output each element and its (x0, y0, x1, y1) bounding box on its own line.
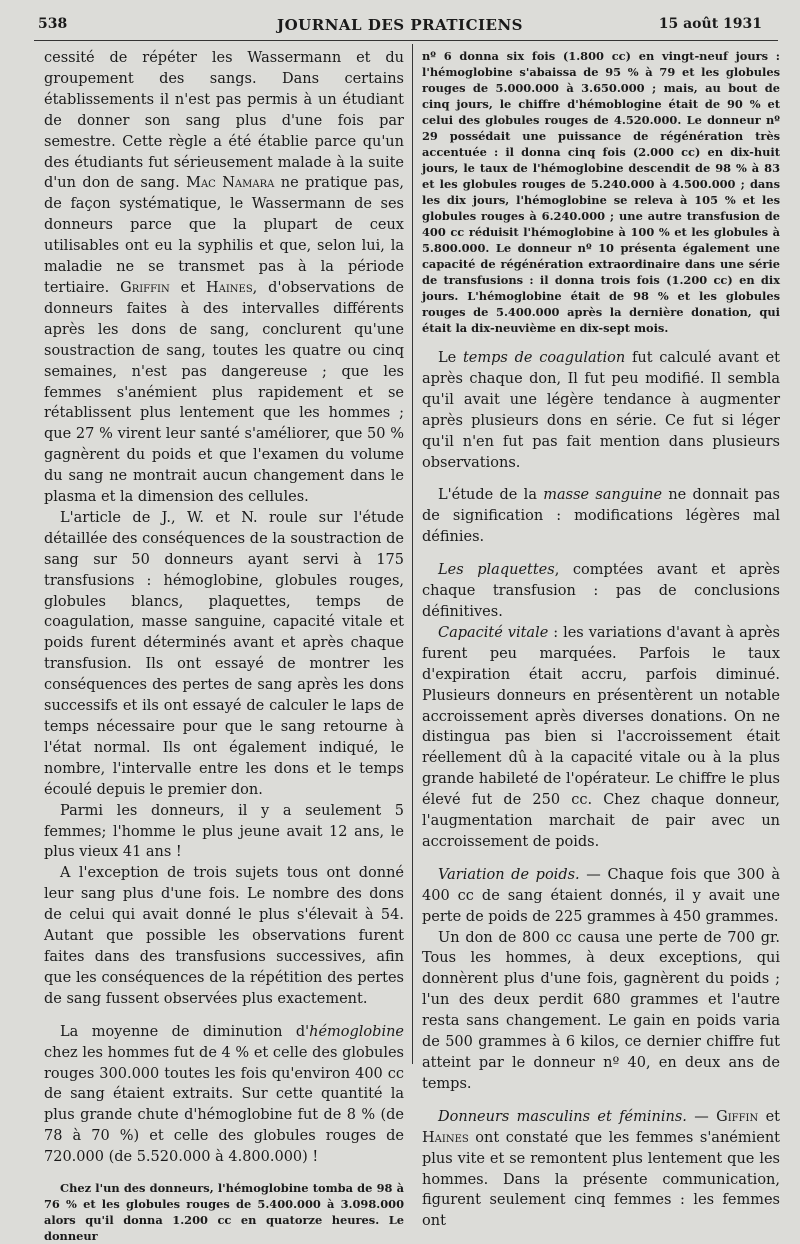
small-print-paragraph: nº 6 donna six fois (1.800 cc) en vingt-neuf jours : l'hémoglobine s'abaissa de 95 % à 79 et les globules rouges de 5.000.000 à 3.650.000 ; mais, au bout de cinq jours, le chiffre d'hémoblogine était de 90 % et celui des globules rouges de 4.520.000. Le donneur nº 29 possédait une puissance de régénération très accentuée : il donna cinq fois (2.000 cc) en dix-huit jours, le taux de l'hémoglobine descendit de 98 % à 83 et les globules rouges de 5.240.000 à 4.500.000 ; dans les dix jours, l'hémoglobine se releva à 105 % et les globules rouges à 6.240.000 ; une autre transfusion de 400 cc réduisit l'hémoglobine à 100 % et les globules à 5.800.000. Le donneur nº 10 présenta également une capacité de régénération extraordinaire dans une série de transfusions : il donna trois fois (1.200 cc) en dix jours. L'hémoglobine était de 98 % et les globules rouges de 5.400.000 après la dernière donation, qui était la dix-neuvième en dix-sept mois. (422, 49, 780, 335)
paragraph: Capacité vitale : les variations d'avant à après furent peu marquées. Parfois le taux d'expiration était accru, parfois diminué. Plusieurs donneurs en présentèrent un notable accroissement après diverses donations. On ne distingua pas bien si l'accroissement était réellement dû à la capacité vitale ou à la plus grande habileté de l'opérateur. Le chiffre le plus élevé fut de 250 cc. Chez chaque donneur, l'augmentation marchait de pair avec un accroissement de poids. (422, 624, 780, 850)
author-name: Mac Namara (186, 175, 275, 192)
author-name: Griffin (120, 279, 170, 296)
emphasis: Variation de poids. (438, 866, 580, 883)
emphasis: masse sanguine (543, 487, 663, 504)
emphasis: Donneurs masculins et féminins. (438, 1108, 687, 1125)
emphasis: temps de coagulation (462, 350, 626, 366)
author-name: Haines (205, 279, 253, 296)
author-name: Giffin (716, 1108, 759, 1125)
emphasis: Les plaquettes (438, 562, 555, 579)
author-name: Haines (422, 1129, 469, 1146)
page-number: 538 (38, 16, 68, 32)
paragraph: Donneurs masculins et féminins. — Giffin et Haines ont constaté que les femmes s'anémient plus vite et se remontent plus lentement que les hommes. Dans la présente communication, figurent seulement cinq femmes : les femmes ont (422, 1108, 781, 1230)
column-divider (412, 44, 413, 1064)
paragraph: L'étude de la masse sanguine ne donnait pas de signification : modifications légères mal définies. (422, 487, 781, 546)
journal-title: JOURNAL DES PRATICIENS (277, 16, 523, 34)
paragraph: Variation de poids. — Chaque fois que 300 à 400 cc de sang étaient donnés, il y avait une perte de poids de 225 grammes à 450 grammes. (422, 866, 780, 925)
header-rule (34, 40, 778, 41)
paragraph: cessité de répéter les Wassermann et du groupement des sangs. Dans certains établissements il n'est pas permis à un étudiant de donner son sang plus d'une fois par semestre. Cette règle a été établie parce qu'un des étudiants fut sérieusement malade à la suite d'un don de sang. Mac Namara ne pratique pas, de façon systématique, le Wassermann de ses donneurs parce que la plupart de ceux utilisables ont eu la syphilis et que, selon lui, la maladie ne se transmet pas à la période tertiaire. Griffin et Haines, d'observations de donneurs faites à des intervalles différents après les dons de sang, conclurent qu'une soustraction de sang, toutes les quatre ou cinq semaines, n'est pas dangereuse ; que les femmes s'anémient plus rapidement et se rétablissent plus lentement que les hommes ; que 27 % virent leur santé s'améliorer, que 50 % gagnèrent du poids et que l'examen du volume du sang ne montrait aucun changement dans le plasma et la dimension des cellules. (44, 50, 404, 506)
paragraph: L'article de J., W. et N. roule sur l'étude détaillée des conséquences de la soustraction de sang sur 50 donneurs ayant servi à 175 transfusions : hémoglobine, globules rouges, globules blancs, plaquettes, temps de coagulation, masse sanguine, capacité vitale et poids furent déterminés avant et après chaque transfusion. Ils ont essayé de montrer les conséquences des pertes de sang après les dons successifs et ils ont essayé de calculer le laps de temps nécessaire pour que le sang retourne à l'état normal. Ils ont également indiqué, le nombre, l'intervalle entre les dons et le temps écoulé depuis le premier don. (44, 509, 404, 798)
running-header (0, 0, 800, 42)
right-column (422, 48, 781, 1230)
paragraph: Les plaquettes, comptées avant et après chaque transfusion : pas de conclusions définitives. (422, 562, 780, 620)
paragraph: Un don de 800 cc causa une perte de 700 gr. Tous les hommes, à deux exceptions, qui donnèrent plus d'une fois, gagnèrent du poids ; l'un des deux perdit 680 grammes et l'autre resta sans changement. Le gain en poids varia de 500 grammes à 6 kilos, ce dernier chiffre fut atteint par le donneur nº 40, en deux ans de temps. (422, 929, 780, 1092)
issue-date: 15 août 1931 (658, 16, 762, 32)
small-print-paragraph: Chez l'un des donneurs, l'hémoglobine tomba de 98 à 76 % et les globules rouges de 5.400.000 à 3.098.000 alors qu'il donna 1.200 cc en quatorze heures. Le donneur (44, 1181, 404, 1244)
emphasis: hémoglobine (309, 1023, 404, 1040)
paragraph: Le temps de coagulation fut calculé avant et après chaque don, Il fut peu modifié. Il sembla qu'il avait une légère tendance à augmenter après plusieurs dons en série. Ce fut si léger qu'il n'en fut pas fait mention dans plusieurs observations. (422, 350, 780, 471)
paragraph: Parmi les donneurs, il y a seulement 5 femmes; l'homme le plus jeune avait 12 ans, le plus vieux 41 ans ! (44, 802, 404, 861)
paragraph: A l'exception de trois sujets tous ont donné leur sang plus d'une fois. Le nombre des dons de celui qui avait donné le plus s'élevait à 54. Autant que possible les observations furent faites dans des transfusions successives, afin que les conséquences de la répétition des pertes de sang fussent observées plus exactement. (44, 865, 404, 1007)
emphasis: Capacité vitale (438, 624, 549, 641)
left-column (44, 48, 404, 1244)
paragraph: La moyenne de diminution d'hémoglobine chez les hommes fut de 4 % et celle des globules rouges 300.000 toutes les fois qu'environ 400 cc de sang étaient extraits. Sur cette quantité la plus grande chute d'hémoglobine fut de 8 % (de 78 à 70 %) et celle des globules rouges de 720.000 (de 5.520.000 à 4.800.000) ! (44, 1023, 404, 1166)
